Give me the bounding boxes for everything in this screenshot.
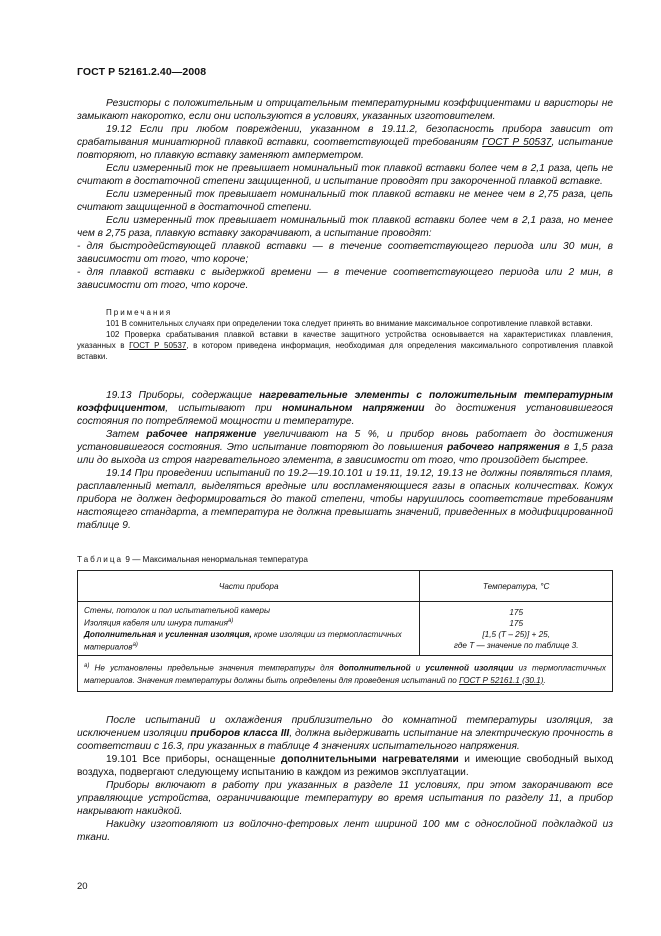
- text-span: , испытание повторяют, но плавкую вставку заменяют амперметром.: [77, 137, 614, 161]
- cell-line: Стены, потолок и пол испытательной камеры: [84, 606, 270, 615]
- table-footnote: [78, 656, 613, 692]
- paragraph: [77, 428, 613, 467]
- table-header-row: [78, 571, 613, 602]
- cell-line: 175: [509, 607, 524, 617]
- table-cell: [420, 602, 613, 656]
- paragraph: Если измеренный ток превышает номинальный ток плавкой вставки не менее чем в 2,75 раза, цепь считают защищенной в достаточной степени.: [77, 189, 613, 213]
- paragraph: Приборы включают в работу при указанных в разделе 11 условиях, при этом закорачивают все управляющие устройства, ограничивающие температуру во время испытания по разделу 11, а прибор накрывают накидкой.: [77, 780, 613, 817]
- gost-52161-1-link[interactable]: ГОСТ Р 52161.1 (30.1): [459, 675, 544, 685]
- text-span: и: [410, 664, 426, 674]
- note-102: [77, 329, 613, 362]
- column-header: Части прибора: [78, 571, 420, 602]
- paragraph-19-14: 19.14 При проведении испытаний по 19.2—19.10.101 и 19.11, 19.12, 19.13 не должны появляться пламя, расплавленный металл, выделяться вредные или воспламеняющиеся газы в опасных количествах. Кожух прибора не должен деформироваться до такой степени, чтобы нарушилось соответствие требованиям настоящего стандарта, а температура не должна превышать значений, приведенных в модифицированной таблице 9.: [77, 468, 613, 531]
- bold-term: дополнительными нагревателями: [280, 754, 459, 765]
- text-span: .: [543, 675, 546, 685]
- text-span: до достижения установившегося состояния по потребляемой мощности и температуре.: [77, 403, 613, 427]
- text-span: кроме изоляции из термопластичных материалов: [84, 629, 402, 652]
- text-span: После испытаний и охлаждения приблизительно до комнатной температуры изоляция, за исключением изоляции: [77, 715, 613, 739]
- bold-term: рабочего напряжения: [447, 442, 560, 453]
- table-cell: [78, 602, 420, 656]
- caption-prefix: Таблица: [77, 555, 124, 564]
- footnote-mark: a): [227, 618, 234, 624]
- text-span: , испытывают при: [165, 403, 283, 414]
- text-span: Изоляция кабеля или шнура питания: [84, 618, 228, 628]
- paragraph-19-101: [77, 753, 613, 779]
- list-item: - для плавкой вставки с выдержкой времени — в течение соответствующего периода или 2 мин, в зависимости от того, что короче.: [77, 267, 613, 291]
- note-101: 101 В сомнительных случаях при определении тока следует принять во внимание максимальное сопротивление плавкой вставки.: [106, 319, 593, 328]
- text-span: 19.12 Если при любом повреждении, указанном в 19.11.2, безопасность прибора зависит от срабатывания миниатюрной плавкой вставки, соответствующей требованиям: [77, 124, 613, 148]
- page-number: 20: [77, 881, 88, 892]
- bold-term: Дополнительная: [84, 629, 157, 639]
- text-block-19-12: [77, 97, 613, 292]
- page-header: ГОСТ Р 52161.2.40—2008: [77, 66, 207, 78]
- text-span: Затем: [106, 429, 147, 440]
- text-span: 19.101 Все приборы, оснащенные: [106, 754, 281, 765]
- list-item: - для быстродействующей плавкой вставки — в течение соответствующего периода или 30 мин, в зависимости от того, что короче;: [77, 241, 613, 265]
- text-span: увеличивают на 5 %, и прибор вновь работает до достижения установившегося состояния. Это испытание повторяют до повышения: [77, 429, 613, 453]
- footnote-mark: a): [132, 641, 138, 648]
- cell-line: [84, 629, 413, 653]
- text-span: 19.13 Приборы, содержащие: [106, 390, 260, 401]
- table-caption: [77, 555, 308, 564]
- notes-block: [77, 307, 613, 362]
- text-block-19-101: [77, 714, 613, 844]
- bold-term: рабочее напряжение: [146, 429, 257, 440]
- paragraph-19-12: [77, 123, 613, 162]
- text-span: в 1,5 раза или до выхода из строя нагревательного элемента, в зависимости от того, что произойдет быстрее.: [77, 442, 613, 466]
- text-span: из термопластичных материалов. Значения температуры должны быть определены для проведения испытаний по: [84, 664, 606, 685]
- cell-line: [84, 616, 413, 629]
- paragraph: Резисторы с положительным и отрицательным температурными коэффициентами и варисторы не замыкают накоротко, если они используются в условиях, указанных изготовителем.: [77, 98, 613, 122]
- text-span: 102 Проверка срабатывания плавкой вставки в качестве защитного устройства основывается на характеристиках плавления, указанных в: [77, 330, 613, 350]
- text-span: и: [156, 629, 166, 639]
- gost-50537-link[interactable]: ГОСТ Р 50537: [482, 137, 552, 148]
- text-span: и имеющие свободный выход воздуха, подвергают следующему испытанию в каждом из режимов эксплуатации.: [77, 754, 613, 778]
- cell-line: 175: [509, 618, 524, 628]
- column-header: Температура, °С: [420, 571, 613, 602]
- cell-line: [1,5 (Т – 25)] + 25,: [482, 629, 550, 639]
- paragraph: Если измеренный ток превышает номинальный ток плавкой вставки более чем в 2,1 раза, но менее чем в 2,75 раза, плавкую вставку закорачивают, а испытание проводят:: [77, 215, 613, 239]
- table-9: [77, 570, 613, 692]
- bold-term: номинальном напряжении: [282, 403, 425, 414]
- table-footnote-row: [78, 656, 613, 692]
- paragraph-19-13: [77, 389, 613, 428]
- paragraph: Если измеренный ток не превышает номинальный ток плавкой вставки более чем в 2,1 раза, цепь не считают в достаточной степени защищенной, и испытание проводят при закороченной плавкой вставке.: [77, 163, 613, 187]
- paragraph: [77, 714, 613, 753]
- text-span: , в котором приведена информация, необходимая для определения максимального сопротивления плавкой вставки.: [77, 341, 614, 361]
- text-block-19-13: [77, 389, 613, 532]
- bold-term: усиленная изоляция,: [165, 629, 252, 639]
- paragraph: Накидку изготовляют из войлочно-фетровых лент шириной 100 мм с однослойной подкладкой из ткани.: [77, 819, 613, 843]
- cell-line: где Т — значение по таблице 3.: [453, 640, 579, 650]
- gost-50537-link[interactable]: ГОСТ Р 50537: [129, 341, 187, 350]
- bold-term: приборов класса III: [190, 728, 290, 739]
- bold-term: усиленной изоляции: [425, 664, 514, 674]
- text-span: , должна выдерживать испытание на электрическую прочность в соответствии с 16.3, при указанных в таблице 4 значениях испытательного напряжения.: [77, 728, 613, 752]
- bold-term: нагревательные элементы с положительным температурным коэффициентом: [77, 390, 613, 414]
- footnote-mark: a): [84, 663, 90, 670]
- notes-title: Примечания: [106, 308, 173, 317]
- text-span: Не установлены предельные значения температуры для: [89, 664, 339, 674]
- bold-term: дополнительной: [338, 664, 411, 674]
- table-row: [78, 602, 613, 656]
- caption-text: 9 — Максимальная ненормальная температура: [123, 555, 308, 564]
